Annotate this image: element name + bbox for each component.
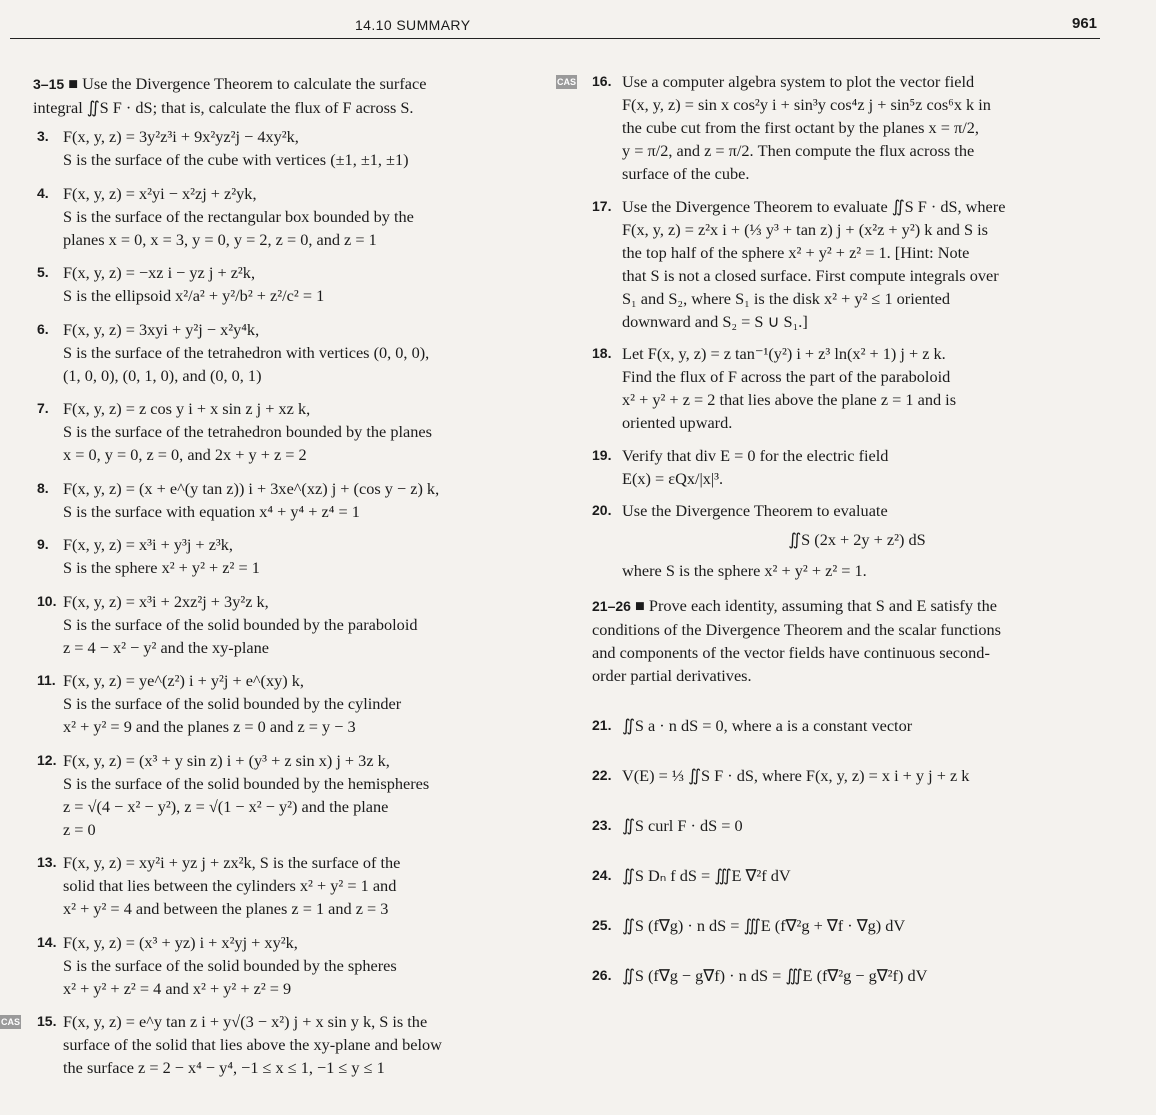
exercise-item <box>33 397 553 466</box>
exercise-range: 3–15 <box>33 76 65 92</box>
exercise-number: 7. <box>37 400 49 416</box>
identity-formula: V(E) = ⅓ ∬S F · dS, where F(x, y, z) = x i + y j + z k <box>622 765 970 785</box>
exercise-number: 3. <box>37 128 49 144</box>
left-column <box>0 72 553 1090</box>
identity-item <box>592 903 1112 947</box>
exercise-number: 17. <box>592 197 612 214</box>
exercise-list <box>0 125 553 1079</box>
exercise-text-line: Use the Divergence Theorem to evaluate ∬S F · dS, where <box>622 196 1006 216</box>
exercise-item <box>33 931 553 1000</box>
exercise-number: 13. <box>37 854 57 870</box>
exercise-item <box>556 70 1112 185</box>
exercise-text-line: Verify that div E = 0 for the electric field <box>622 445 889 465</box>
exercise-text-line: S is the surface of the tetrahedron bounded by the planes <box>63 422 432 441</box>
exercise-text-line: downward and S₂ = S ∪ S₁.] <box>622 311 808 331</box>
exercise-text-line: (1, 0, 0), (0, 1, 0), and (0, 0, 1) <box>63 365 262 385</box>
exercise-item <box>33 261 553 307</box>
identity-item <box>592 953 1112 997</box>
exercise-text-line: S₁ and S₂, where S₁ is the disk x² + y² ≤ 1 oriented <box>622 288 950 308</box>
exercise-text-line: planes x = 0, x = 3, y = 0, y = 2, z = 0, and z = 1 <box>63 229 377 249</box>
cas-badge-icon: CAS <box>556 77 576 87</box>
exercise-text-line: that S is not a closed surface. First compute integrals over <box>622 265 999 285</box>
exercise-number: 23. <box>592 816 612 833</box>
exercise-text-line: x² + y² + z = 2 that lies above the plane z = 1 and is <box>622 390 957 409</box>
exercise-text-line: F(x, y, z) = 3y²z³i + 9x²yz²j − 4xy²k, <box>63 127 299 146</box>
exercise-text-line: Use the Divergence Theorem to evaluate <box>622 501 888 520</box>
exercise-text-line: F(x, y, z) = z cos y i + x sin z j + xz k, <box>63 399 311 418</box>
exercise-number: 11. <box>37 672 56 688</box>
exercise-item <box>0 1010 553 1079</box>
exercise-text-line: F(x, y, z) = (x³ + y sin z) i + (y³ + z sin x) j + 3z k, <box>63 750 390 770</box>
exercise-item <box>592 499 1112 582</box>
exercise-text-line: oriented upward. <box>622 413 733 432</box>
exercise-text-line: the top half of the sphere x² + y² + z² = 1. [Hint: Note <box>622 242 970 262</box>
exercise-text-line: solid that lies between the cylinders x² + y² = 1 and <box>63 876 397 895</box>
identity-item <box>592 853 1112 897</box>
exercise-item <box>33 125 553 171</box>
exercise-text-line: S is the surface of the solid bounded by the paraboloid <box>63 614 418 634</box>
page-number: 961 <box>1072 15 1098 32</box>
cas-badge-icon: CAS <box>0 1017 20 1027</box>
exercise-text-line: S is the sphere x² + y² + z² = 1 <box>63 558 260 577</box>
identity-formula: ∬S curl F · dS = 0 <box>622 815 743 835</box>
exercise-text-line: Let F(x, y, z) = z tan⁻¹(y²) i + z³ ln(x² + 1) j + z k. <box>622 344 946 363</box>
exercise-text-line: S is the surface of the solid bounded by the spheres <box>63 955 397 975</box>
exercise-text-line: the surface z = 2 − x⁴ − y⁴, −1 ≤ x ≤ 1, −1 ≤ y ≤ 1 <box>63 1058 385 1077</box>
identity-formula: ∬S a · n dS = 0, where a is a constant vector <box>622 715 913 735</box>
exercise-item <box>33 590 553 659</box>
exercise-text-line: x² + y² = 4 and between the planes z = 1 and z = 3 <box>63 899 389 918</box>
exercise-item <box>33 851 553 920</box>
exercise-text-line: z = √(4 − x² − y²), z = √(1 − x² − y²) and the plane <box>63 796 389 816</box>
exercise-number: 16. <box>592 73 612 89</box>
exercise-text-line: F(x, y, z) = −xz i − yz j + z²k, <box>63 263 256 282</box>
exercise-text-line: F(x, y, z) = (x³ + yz) i + x²yj + xy²k, <box>63 932 298 952</box>
exercise-number: 6. <box>37 320 49 337</box>
exercise-number: 25. <box>592 916 612 933</box>
exercise-text-line: S is the surface of the solid bounded by the cylinder <box>63 694 402 713</box>
exercise-text-line: F(x, y, z) = ye^(z²) i + y²j + e^(xy) k, <box>63 671 304 690</box>
exercise-range: 21–26 <box>592 598 631 614</box>
exercise-number: 22. <box>592 766 612 783</box>
exercise-item <box>33 477 553 523</box>
identity-list <box>592 703 1112 997</box>
exercise-number: 26. <box>592 966 612 983</box>
exercise-number: 24. <box>592 866 612 883</box>
exercise-text-line: F(x, y, z) = 3xyi + y²j − x²y⁴k, <box>63 319 260 339</box>
identity-item <box>592 753 1112 797</box>
exercise-item <box>33 533 553 579</box>
identity-item <box>592 703 1112 747</box>
intro-line: order partial derivatives. <box>592 666 752 685</box>
identity-formula: ∬S (f∇g) · n dS = ∭E (f∇²g + ∇f · ∇g) dV <box>622 915 906 935</box>
exercise-text-line: the cube cut from the first octant by the planes x = π/2, <box>622 118 979 137</box>
display-formula: ∬S (2x + 2y + z²) dS <box>788 530 926 549</box>
exercise-intro <box>592 594 1112 687</box>
exercise-text-line: F(x, y, z) = e^y tan z i + y√(3 − x²) j + x sin y k, S is the <box>63 1012 428 1031</box>
identity-formula: ∬S (f∇g − g∇f) · n dS = ∭E (f∇²g − g∇²f) dV <box>622 965 928 985</box>
exercise-item <box>33 749 553 841</box>
exercise-text-line: S is the surface of the solid bounded by the hemispheres <box>63 773 430 793</box>
exercise-number: 19. <box>592 446 612 463</box>
exercise-item <box>592 444 1112 490</box>
identity-item <box>592 803 1112 847</box>
exercise-number: 21. <box>592 716 612 733</box>
right-column <box>556 70 1112 1003</box>
exercise-text-line: S is the surface of the rectangular box bounded by the <box>63 206 414 226</box>
exercise-text-line: S is the surface of the cube with vertices (±1, ±1, ±1) <box>63 150 409 169</box>
exercise-number: 18. <box>592 345 612 361</box>
exercise-number: 8. <box>37 479 49 496</box>
exercise-text-line: F(x, y, z) = sin x cos²y i + sin³y cos⁴z j + sin⁵z cos⁶x k in <box>622 95 991 114</box>
exercise-text-line: z = 4 − x² − y² and the xy-plane <box>63 637 269 657</box>
running-head: 14.10 SUMMARY <box>355 17 471 33</box>
exercise-text-line: Find the flux of F across the part of the paraboloid <box>622 367 951 386</box>
intro-line: ■ Prove each identity, assuming that S and E satisfy the <box>635 596 997 615</box>
exercise-text-line: surface of the solid that lies above the xy-plane and below <box>63 1035 442 1054</box>
exercise-number: 10. <box>37 592 57 609</box>
exercise-item <box>33 669 553 738</box>
exercise-text-line: S is the ellipsoid x²/a² + y²/b² + z²/c² = 1 <box>63 286 325 305</box>
exercise-text-line: x² + y² + z² = 4 and x² + y² + z² = 9 <box>63 978 292 998</box>
exercise-number: 9. <box>37 536 49 552</box>
exercise-item <box>592 195 1112 333</box>
exercise-text-line: F(x, y, z) = xy²i + yz j + zx²k, S is the surface of the <box>63 853 401 872</box>
exercise-text-line: F(x, y, z) = z²x i + (⅓ y³ + tan z) j + (x²z + y²) k and S is <box>622 219 988 239</box>
exercise-text-line: where S is the sphere x² + y² + z² = 1. <box>622 561 867 580</box>
exercise-text-line: E(x) = εQx/|x|³. <box>622 468 724 488</box>
exercise-item <box>592 342 1112 434</box>
exercise-intro <box>33 72 553 119</box>
exercise-text-line: surface of the cube. <box>622 164 750 183</box>
exercise-list <box>556 70 1112 582</box>
exercise-text-line: z = 0 <box>63 819 96 839</box>
exercise-number: 5. <box>37 264 49 280</box>
exercise-item <box>33 182 553 251</box>
exercise-text-line: x² + y² = 9 and the planes z = 0 and z = y − 3 <box>63 717 356 736</box>
exercise-text-line: S is the surface of the tetrahedron with vertices (0, 0, 0), <box>63 342 430 362</box>
intro-line: conditions of the Divergence Theorem and the scalar functions <box>592 620 1002 639</box>
exercise-item <box>33 318 553 387</box>
exercise-number: 15. <box>37 1013 57 1029</box>
intro-line: integral ∬S F · dS; that is, calculate the flux of F across S. <box>33 98 414 117</box>
intro-line: ■ Use the Divergence Theorem to calculate the surface <box>68 74 427 93</box>
intro-line: and components of the vector fields have continuous second- <box>592 643 990 662</box>
identity-formula: ∬S Dₙ f dS = ∭E ∇²f dV <box>622 865 791 885</box>
exercise-text-line: F(x, y, z) = x³i + 2xz²j + 3y²z k, <box>63 591 269 611</box>
exercise-text-line: S is the surface with equation x⁴ + y⁴ + z⁴ = 1 <box>63 501 360 521</box>
exercise-number: 4. <box>37 184 49 201</box>
exercise-number: 12. <box>37 751 57 768</box>
exercise-number: 20. <box>592 502 612 518</box>
exercise-text-line: F(x, y, z) = x³i + y³j + z³k, <box>63 535 234 554</box>
exercise-text-line: y = π/2, and z = π/2. Then compute the flux across the <box>622 141 975 160</box>
header-rule <box>10 38 1100 39</box>
exercise-text-line: F(x, y, z) = x²yi − x²zj + z²yk, <box>63 183 257 203</box>
exercise-text-line: Use a computer algebra system to plot the vector field <box>622 72 975 91</box>
exercise-text-line: x = 0, y = 0, z = 0, and 2x + y + z = 2 <box>63 445 307 464</box>
exercise-number: 14. <box>37 933 57 950</box>
exercise-text-line: F(x, y, z) = (x + e^(y tan z)) i + 3xe^(xz) j + (cos y − z) k, <box>63 478 440 498</box>
